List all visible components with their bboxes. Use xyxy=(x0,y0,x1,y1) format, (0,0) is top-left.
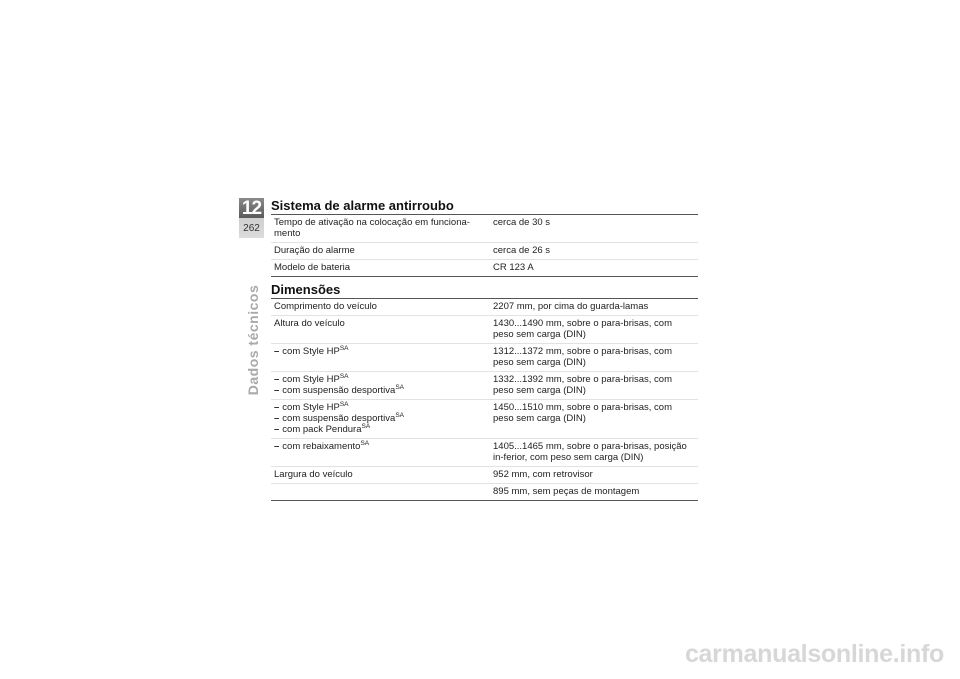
variant-item xyxy=(274,402,487,413)
table-row xyxy=(271,215,698,243)
watermark: carmanualsonline.info xyxy=(684,640,944,668)
table-row xyxy=(271,400,698,439)
spec-value: 1430...1490 mm, sobre o para-brisas, com peso sem carga (DIN) xyxy=(490,316,698,344)
option-marker: SA xyxy=(360,440,370,447)
spec-value: 1450...1510 mm, sobre o para-brisas, com peso sem carga (DIN) xyxy=(490,400,698,439)
variant-text: com pack Pendura xyxy=(282,424,362,435)
dash-bullet: – xyxy=(274,424,280,435)
alarm-section-title: Sistema de alarme antirroubo xyxy=(271,198,454,213)
variant-item xyxy=(274,385,487,396)
table-row xyxy=(271,372,698,400)
spec-label xyxy=(271,400,490,439)
table-row xyxy=(271,467,698,484)
spec-label: Altura do veículo xyxy=(271,316,490,344)
chapter-tab xyxy=(239,198,264,238)
table-row xyxy=(271,439,698,467)
table-row xyxy=(271,316,698,344)
option-marker: SA xyxy=(395,384,404,391)
variant-item xyxy=(274,413,487,424)
dash-bullet: – xyxy=(274,374,280,385)
spec-value: 1332...1392 mm, sobre o para-brisas, com peso sem carga (DIN) xyxy=(490,372,698,400)
chapter-number: 12 xyxy=(241,198,262,219)
dash-bullet: – xyxy=(274,385,280,396)
variant-text: com rebaixamento xyxy=(282,441,361,452)
table-row xyxy=(271,299,698,316)
variant-text: com Style HP xyxy=(282,346,340,357)
spec-label: Largura do veículo xyxy=(271,467,490,484)
option-marker: SA xyxy=(339,373,349,380)
spec-value: cerca de 26 s xyxy=(490,243,698,260)
page-number: 262 xyxy=(243,223,260,234)
option-marker: SA xyxy=(395,412,404,419)
alarm-spec-table xyxy=(271,214,698,277)
spec-label xyxy=(271,372,490,400)
dimensions-spec-table xyxy=(271,298,698,501)
spec-value: 2207 mm, por cima do guarda-lamas xyxy=(490,299,698,316)
option-marker: SA xyxy=(361,423,371,430)
variant-text: com Style HP xyxy=(282,374,340,385)
variant-text: com suspensão desportiva xyxy=(282,413,396,424)
chapter-side-title: Dados técnicos xyxy=(245,284,261,396)
spec-label: Tempo de ativação na colocação em funciona-mento xyxy=(271,215,490,243)
spec-value: 952 mm, com retrovisor xyxy=(490,467,698,484)
variant-item xyxy=(274,441,487,452)
table-row xyxy=(271,260,698,277)
spec-value: 895 mm, sem peças de montagem xyxy=(490,484,698,501)
table-row xyxy=(271,484,698,501)
variant-item xyxy=(274,346,487,357)
spec-value: 1312...1372 mm, sobre o para-brisas, com peso sem carga (DIN) xyxy=(490,344,698,372)
dash-bullet: – xyxy=(274,402,280,413)
spec-label: Modelo de bateria xyxy=(271,260,490,277)
dash-bullet: – xyxy=(274,346,280,357)
table-row xyxy=(271,243,698,260)
spec-value: cerca de 30 s xyxy=(490,215,698,243)
option-marker: SA xyxy=(339,401,349,408)
spec-label xyxy=(271,439,490,467)
spec-label xyxy=(271,484,490,501)
spec-value: CR 123 A xyxy=(490,260,698,277)
variant-text: com suspensão desportiva xyxy=(282,385,396,396)
dash-bullet: – xyxy=(274,441,280,452)
spec-label: Duração do alarme xyxy=(271,243,490,260)
spec-label xyxy=(271,344,490,372)
variant-item xyxy=(274,424,487,435)
spec-label: Comprimento do veículo xyxy=(271,299,490,316)
dimensions-section-title: Dimensões xyxy=(271,282,341,297)
dash-bullet: – xyxy=(274,413,280,424)
variant-text: com Style HP xyxy=(282,402,340,413)
spec-value: 1405...1465 mm, sobre o para-brisas, posição in-ferior, com peso sem carga (DIN) xyxy=(490,439,698,467)
table-row xyxy=(271,344,698,372)
option-marker: SA xyxy=(339,345,349,352)
variant-item xyxy=(274,374,487,385)
